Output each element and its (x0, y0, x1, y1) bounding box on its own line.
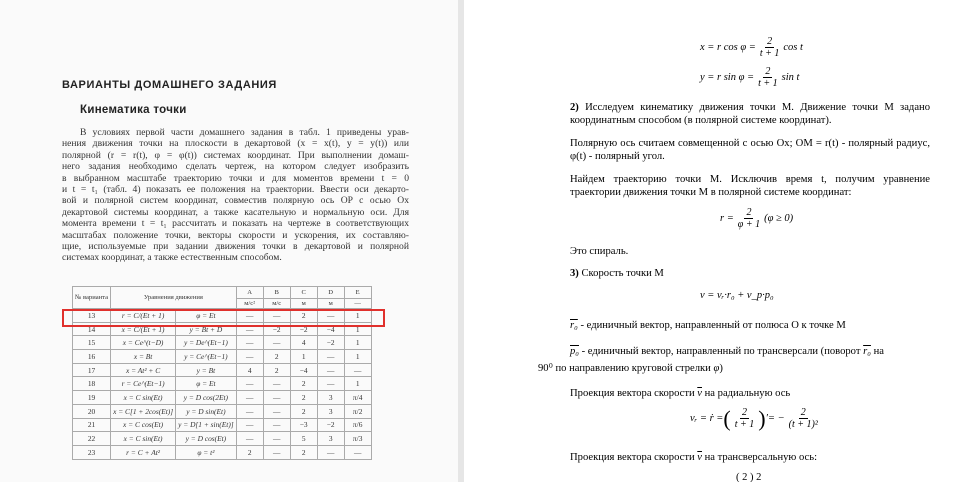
table-cell-b: 2 (263, 350, 290, 364)
header-letter: B (263, 287, 290, 299)
table-cell-c: 2 (290, 404, 317, 418)
table-cell-c: −3 (290, 418, 317, 432)
paragraph-line: и t = t₁ (табл. 4) показать ее положения на траектории. Ввести оси декарто- (62, 184, 409, 196)
table-cell-eq2: y = Bt (176, 363, 237, 377)
eq-vr-mid: = − (767, 413, 785, 424)
eq-r-den: φ + 1 (737, 219, 761, 230)
table-row (73, 445, 372, 459)
table-cell-n: 15 (73, 336, 111, 350)
table-cell-eq1: x = Ce^(t−D) (111, 336, 176, 350)
equation-r (720, 207, 793, 230)
solution-document-page (464, 0, 974, 482)
table-cell-eq2: y = D[1 + sin(Et)] (176, 418, 237, 432)
table-cell-eq2: φ = Et (176, 377, 237, 391)
paragraph-line: вой и полярной систем координат, совместив полярную ось OP с осью Ox (62, 195, 409, 207)
table-cell-eq1: x = C cos(Et) (111, 418, 176, 432)
proj-r-text: Проекция вектора скорости (570, 388, 698, 399)
scanned-textbook-page (0, 0, 458, 482)
table-cell-n: 16 (73, 350, 111, 364)
polar-axis-text: Полярную ось считаем совмещенной с осью Ox; OM = r(t) - полярный радиус, φ(t) - полярный угол. (570, 138, 930, 162)
table-cell-n: 21 (73, 418, 111, 432)
r0-definition (570, 320, 846, 331)
table-cell-eq2: y = Ce^(Et−1) (176, 350, 237, 364)
table-cell-c: −2 (290, 322, 317, 336)
table-cell-e: — (344, 445, 371, 459)
table-cell-eq1: x = C/(Et + 1) (111, 322, 176, 336)
table-cell-n: 19 (73, 391, 111, 405)
eq-vr-fraction-2 (787, 407, 820, 430)
r0-symbol-inline: r₀ (863, 346, 871, 357)
table-cell-eq1: x = C sin(Et) (111, 432, 176, 446)
r0-symbol: r₀ (570, 320, 578, 331)
table-cell-e: π/6 (344, 418, 371, 432)
table-cell-d: 3 (317, 404, 344, 418)
section-title: Кинематика точки (80, 104, 187, 116)
table-cell-n: 22 (73, 432, 111, 446)
table-cell-eq2: y = D sin(Et) (176, 404, 237, 418)
table-row (73, 377, 372, 391)
eq-r-lhs: r = (720, 213, 734, 224)
header-letter: D (317, 287, 344, 299)
paragraph-line: него задания необходимо сделать чертеж, на котором следует изобразить (62, 161, 409, 173)
table-row (73, 363, 372, 377)
header-unit: м/с (263, 299, 290, 309)
radial-projection-title (570, 388, 790, 399)
table-cell-n: 20 (73, 404, 111, 418)
eq-vr-num2: 2 (800, 407, 806, 418)
task-paragraph (62, 127, 409, 264)
table-cell-n: 14 (73, 322, 111, 336)
eq-vr-fraction-1 (733, 407, 757, 430)
table-cell-e: 1 (344, 350, 371, 364)
p0-text-a: - единичный вектор, направленный по трансверсали (поворот (578, 346, 864, 357)
header-unit: — (344, 299, 371, 309)
table-cell-b: — (263, 445, 290, 459)
eq-y-num: 2 (765, 66, 771, 77)
p0-text-c: 90⁰ по направлению круговой стрелки (538, 363, 714, 374)
p0-phi-symbol: φ (713, 363, 720, 374)
table-cell-eq2: φ = t² (176, 445, 237, 459)
table-row (73, 350, 372, 364)
p0-definition-cont (538, 362, 723, 374)
item-3-number: 3) (570, 268, 579, 279)
table-cell-n: 17 (73, 363, 111, 377)
table-cell-eq1: r = C + At² (111, 445, 176, 459)
table-cell-eq2: y = D cos(2Et) (176, 391, 237, 405)
table-cell-c: 2 (290, 445, 317, 459)
table-cell-c: 5 (290, 432, 317, 446)
spiral-note: Это спираль. (570, 246, 629, 257)
table-cell-b: — (263, 432, 290, 446)
table-row (73, 391, 372, 405)
paragraph-trajectory (570, 173, 930, 199)
table-cell-a: — (236, 404, 263, 418)
eq-y-den: t + 1 (758, 78, 778, 89)
table-cell-a: — (236, 432, 263, 446)
table-cell-b: — (263, 336, 290, 350)
table-cell-eq1: r = C/(Et + 1) (111, 309, 176, 323)
eq-y-rhs: sin t (781, 72, 800, 83)
table-cell-a: — (236, 391, 263, 405)
p0-definition (570, 346, 930, 357)
table-cell-eq1: x = C[1 + 2cos(Et)] (111, 404, 176, 418)
equation-y (700, 66, 799, 89)
cut-off-equation: ( 2 ) 2 (736, 472, 762, 482)
table-cell-a: — (236, 418, 263, 432)
p0-text-b: на (870, 346, 884, 357)
table-cell-d: — (317, 363, 344, 377)
paren-open: ( (723, 405, 731, 431)
proj-p-text: Проекция вектора скорости (570, 452, 698, 463)
header-letter: A (236, 287, 263, 299)
table-cell-e: π/4 (344, 391, 371, 405)
table-cell-d: — (317, 445, 344, 459)
table-cell-e: 1 (344, 309, 371, 323)
table-cell-d: — (317, 350, 344, 364)
table-cell-a: — (236, 350, 263, 364)
eq-vr-den2: (t + 1)² (788, 419, 818, 430)
header-unit: м/с² (236, 299, 263, 309)
table-cell-d: 3 (317, 432, 344, 446)
table-cell-eq2: φ = Et (176, 309, 237, 323)
table-cell-a: 4 (236, 363, 263, 377)
table-cell-eq1: x = At² + C (111, 363, 176, 377)
equation-velocity: v = vᵣ·r₀ + v_p·p₀ (700, 290, 774, 301)
transversal-projection-title (570, 452, 817, 463)
header-unit: м (290, 299, 317, 309)
table-cell-c: 2 (290, 377, 317, 391)
header-letter: E (344, 287, 371, 299)
table-cell-d: −2 (317, 336, 344, 350)
table-cell-n: 23 (73, 445, 111, 459)
paragraph-line: декартовой системы координат, а также касательную и нормальную оси. Для (62, 206, 409, 218)
table-cell-d: — (317, 377, 344, 391)
table-cell-e: — (344, 363, 371, 377)
table-cell-eq1: x = C sin(Et) (111, 391, 176, 405)
eq-r-rhs: (φ ≥ 0) (764, 213, 794, 224)
table-cell-e: π/2 (344, 404, 371, 418)
table-cell-e: 1 (344, 336, 371, 350)
eq-y-lhs: y = r sin φ = (700, 72, 755, 83)
table-cell-a: — (236, 309, 263, 323)
eq-y-fraction (756, 66, 780, 89)
table-cell-d: — (317, 309, 344, 323)
equation-vr (690, 407, 822, 430)
paren-close: ) (758, 405, 766, 431)
table-cell-b: — (263, 418, 290, 432)
equation-x (700, 36, 803, 59)
table-cell-d: −2 (317, 418, 344, 432)
header-equations: Уравнения движения (111, 287, 237, 309)
table-cell-d: 3 (317, 391, 344, 405)
eq-x-num: 2 (767, 36, 773, 47)
table-cell-eq2: y = Bt + D (176, 322, 237, 336)
header-letter: C (290, 287, 317, 299)
table-cell-d: −4 (317, 322, 344, 336)
table-cell-e: π/3 (344, 432, 371, 446)
r0-text: - единичный вектор, направленный от полюса O к точке M (577, 320, 846, 331)
table-row (73, 404, 372, 418)
selected-variant-highlight (62, 309, 385, 327)
eq-x-lhs: x = r cos φ = (700, 42, 756, 53)
paragraph-line: полярной (r = r(t), φ = φ(t)) системах координат. При выполнении домаш- (62, 149, 409, 161)
table-cell-e: 1 (344, 322, 371, 336)
table-cell-e: 1 (344, 377, 371, 391)
item-2-number: 2) (570, 102, 579, 113)
table-cell-b: 2 (263, 363, 290, 377)
table-cell-b: — (263, 309, 290, 323)
table-cell-c: −4 (290, 363, 317, 377)
table-cell-a: — (236, 336, 263, 350)
table-cell-b: — (263, 404, 290, 418)
table-cell-a: 2 (236, 445, 263, 459)
paragraph-line: щие, используемые при задании движения точки в декартовой и полярной (62, 241, 409, 253)
table-cell-c: 1 (290, 350, 317, 364)
assignment-title: ВАРИАНТЫ ДОМАШНЕГО ЗАДАНИЯ (62, 79, 277, 91)
trajectory-text: Найдем траекторию точки M. Исключив время t, получим уравнение траектории движения точки M в полярной системе координат: (570, 174, 930, 198)
header-unit: м (317, 299, 344, 309)
proj-p-tail: на трансверсальную ось: (701, 452, 818, 463)
eq-x-rhs: cos t (783, 42, 803, 53)
paragraph-line: момента времени t = t₁ рассчитать и показать на чертеже в соответствующих (62, 218, 409, 230)
table-cell-n: 13 (73, 309, 111, 323)
table-cell-c: 2 (290, 309, 317, 323)
header-variant: № варианта (73, 287, 111, 309)
paragraph-line: системах координат, а также естественным способом. (62, 252, 282, 264)
eq-x-den: t + 1 (759, 48, 780, 59)
paragraph-line: в выбранном масштабе траекторию точки и для моментов времени t = 0 (62, 172, 409, 184)
p0-text-d: ) (719, 363, 723, 374)
paragraph-item-3 (570, 268, 664, 279)
eq-vr-num1: 2 (741, 407, 747, 418)
table-row (73, 418, 372, 432)
table-cell-n: 18 (73, 377, 111, 391)
eq-r-num: 2 (746, 207, 752, 218)
table-cell-a: — (236, 377, 263, 391)
eq-vr-prime: ′ (765, 413, 768, 424)
table-cell-b: — (263, 391, 290, 405)
table-cell-c: 2 (290, 391, 317, 405)
paragraph-line: масштабах положение точки, векторы скорости и ускорения, их составляю- (62, 229, 409, 241)
p0-symbol: p₀ (570, 346, 579, 357)
table-cell-c: 4 (290, 336, 317, 350)
table-cell-eq1: r = Ce^(Et−1) (111, 377, 176, 391)
table-cell-a: — (236, 322, 263, 336)
item-3-text: Скорость точки M (578, 268, 664, 279)
table-cell-eq1: x = Bt (111, 350, 176, 364)
eq-x-fraction (758, 36, 782, 59)
table-cell-b: −2 (263, 322, 290, 336)
table-cell-eq2: y = De^(Et−1) (176, 336, 237, 350)
table-row (73, 336, 372, 350)
eq-vr-den1: t + 1 (734, 419, 755, 430)
paragraph-line: В условиях первой части домашнего задания в табл. 1 приведены урав- (80, 127, 409, 138)
item-2-text: Исследуем кинематику движения точки M. Движение точки M задано координатным способом (в полярной системе координат). (570, 102, 930, 126)
paragraph-item-2 (570, 101, 930, 127)
table-cell-eq2: y = D cos(Et) (176, 432, 237, 446)
proj-r-tail: на радиальную ось (701, 388, 791, 399)
paragraph-polar-axis (570, 137, 930, 163)
table-cell-b: — (263, 377, 290, 391)
proj-r-v-symbol: $\overline{v}$ (697, 388, 702, 399)
paragraph-line: нения движения точки на плоскости в декартовой (x = x(t), y = y(t)) или (62, 138, 409, 150)
table-row (73, 432, 372, 446)
eq-r-fraction (736, 207, 762, 230)
proj-p-v-symbol: $\overline{v}$ (697, 452, 702, 463)
eq-vr-lhs: vᵣ = ṙ = (690, 413, 724, 424)
